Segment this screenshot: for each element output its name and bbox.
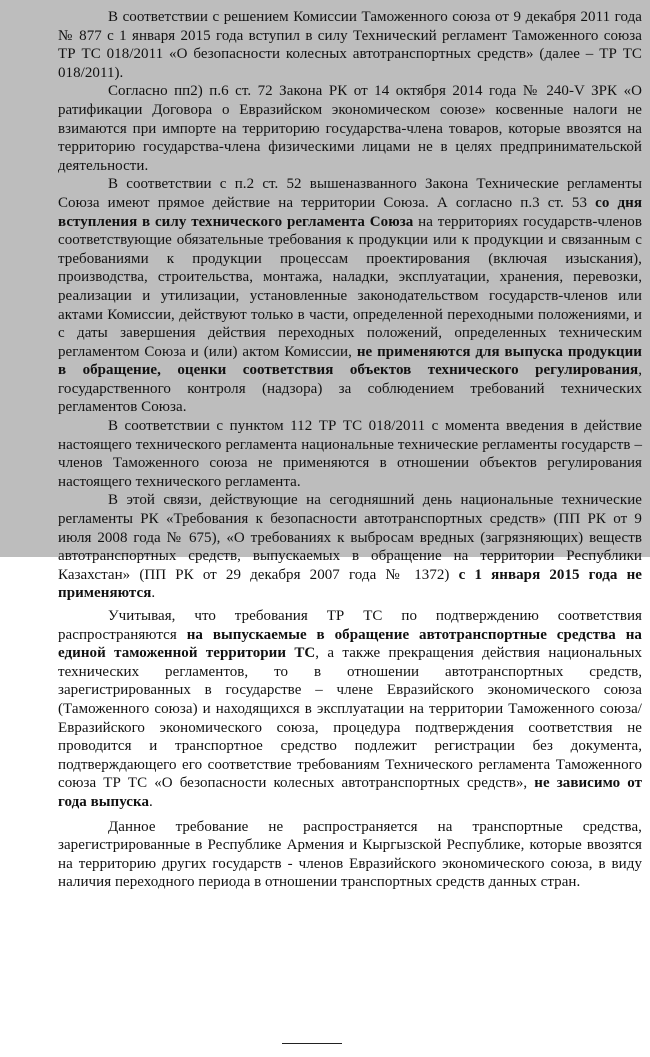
footnote-divider [282, 1043, 342, 1044]
body-paragraphs [58, 491, 642, 891]
text-run: . [149, 793, 153, 810]
bold-text: не зависимо от года выпуска [58, 775, 643, 810]
text-run: , государственного контроля (надзора) за соблюдением требований технических регламентов Союза. [58, 362, 642, 416]
text-run: Учитывая, что требования ТР ТС по подтверждению соответствия распространяются [58, 608, 642, 643]
paragraph [58, 607, 642, 812]
text-run: В этой связи, действующие на сегодняшний день национальные технические регламенты РК «Требования к безопасности автотранспортных средств» (ПП РК от 9 июля 2008 года № 675), «О требованиях к выбросам вредных (загрязняющих) веществ автотранспортных средств, выпускаемых в обращение на территории Республики Казахстан» (ПП РК от 29 декабря 2007 года № 1372) [58, 492, 642, 583]
bold-text: на выпускаемые в обращение автотранспортные средства на единой таможенной территории ТС [58, 626, 642, 662]
text-run: . [151, 585, 156, 602]
paragraph [58, 175, 642, 417]
text-run: Согласно пп2) п.6 ст. 72 Закона РК от 14 октября 2014 года № 240-V ЗРК «О ратификации Договора о Евразийском экономическом союзе» косвенные налоги не взимаются при импорте на территорию государства-члена товаров, которые ввозятся на территорию государства-члена физическими лицами не в целях предпринимательской деятельности. [58, 83, 642, 174]
paragraph [58, 491, 642, 603]
text-run: В соответствии с решением Комиссии Таможенного союза от 9 декабря 2011 года № 877 с 1 января 2015 года вступил в силу Технический регламент Таможенного союза ТР ТС 018/2011 «О безопасности колесных автотранспортных средств» (далее – ТР ТС 018/2011). [58, 9, 642, 81]
text-run: на территориях государств-членов соответствующие обязательные требования к продукции или к продукции и связанным с требованиями к продукции процессам проектирования (включая изыскания), производства, строительства, монтажа, наладки, эксплуатации, хранения, перевозки, реализации и утилизации, установленные законодательством государств-членов или актами Комиссии, действуют только в части, определенной переходными положениями, и с даты завершения действия переходных положений, определенных техническим регламентом Союза и (или) актом Комиссии, [58, 213, 642, 360]
paragraph [58, 82, 642, 175]
highlighted-paragraphs [58, 8, 642, 491]
text-run: , а также прекращения действия национальных технических регламентов, то в отношении автотранспортных средств, зарегистрированных в государстве – члене Евразийского экономического союза (Таможенного союза) и находящихся в эксплуатации на территории Таможенного союза/ Евразийского экономического союза, процедура подтверждения соответствия не проводится и транспортное средство подлежит регистрации без документа, подтверждающего его соответствие требованиям Технического регламента Таможенного союза ТР ТС «О безопасности колесных автотранспортных средств», [58, 645, 642, 792]
paragraph [58, 818, 642, 892]
bold-text: с 1 января 2015 года не применяются [58, 566, 642, 602]
text-run: В соответствии с п.2 ст. 52 вышеназванного Закона Технические регламенты Союза имеют прямое действие на территории Союза. А согласно п.3 ст. 53 [58, 176, 642, 211]
paragraph [58, 8, 642, 82]
bold-text: со дня вступления в силу технического регламента Союза [58, 194, 642, 230]
paragraph [58, 417, 642, 491]
text-run: Данное требование не распространяется на транспортные средства, зарегистрированные в Республике Армения и Кыргызской Республике, которые ввозятся на территорию других государств - членов Евразийского экономического союза, в виду наличия переходного периода в отношении транспортных средств данных стран. [58, 818, 642, 891]
text-run: В соответствии с пунктом 112 ТР ТС 018/2011 с момента введения в действие настоящего технического регламента национальные технические регламенты государств – членов Таможенного союза не применяются в отношении объектов регулирования настоящего технического регламента. [58, 418, 642, 490]
bold-text: не применяются для выпуска продукции в обращение, оценки соответствия объектов технического регулирования [58, 343, 642, 379]
